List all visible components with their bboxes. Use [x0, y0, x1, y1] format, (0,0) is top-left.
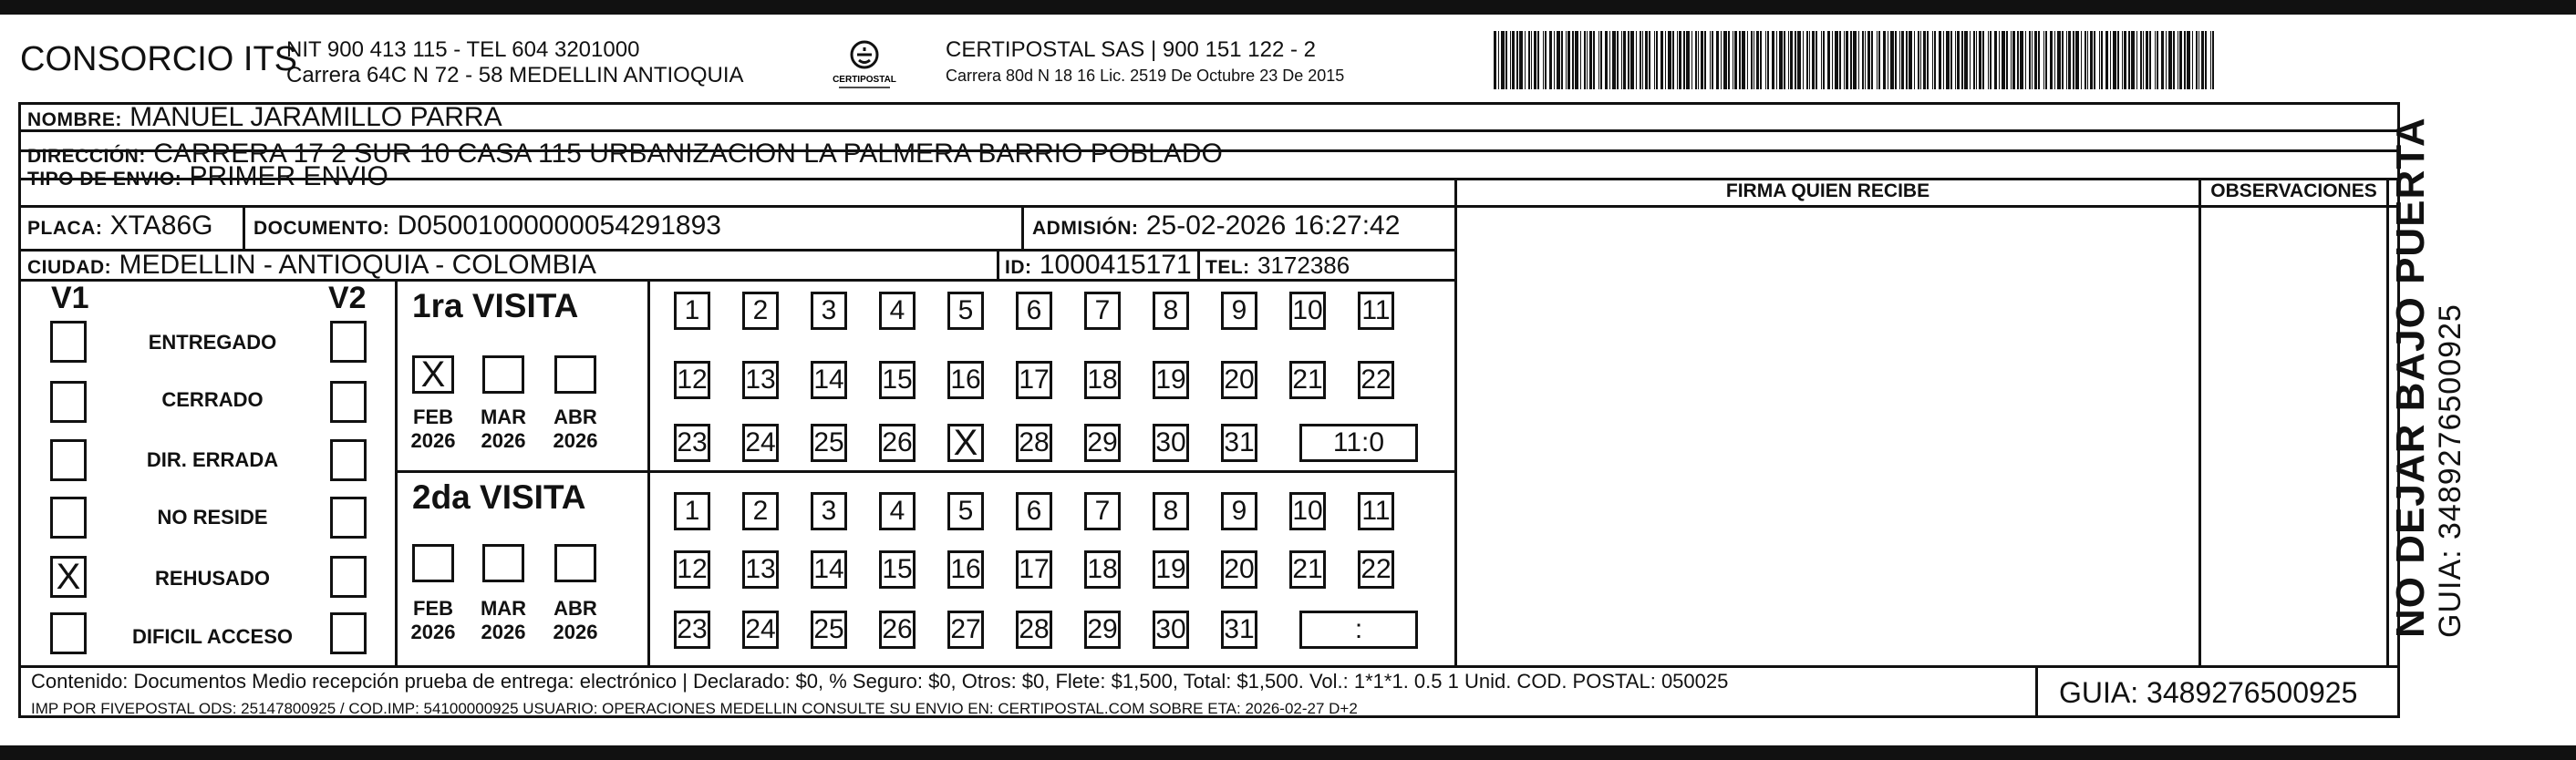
day-box[interactable]: 20 [1221, 550, 1257, 589]
day-box[interactable]: 15 [879, 550, 916, 589]
id-value: 1000415171 [1039, 250, 1192, 280]
day-box[interactable]: 4 [879, 292, 916, 330]
v2-header: V2 [328, 281, 367, 315]
v1-checkbox[interactable] [50, 439, 87, 481]
v2-checkbox[interactable] [330, 612, 367, 654]
side-text [2389, 117, 2467, 638]
day-box[interactable]: 27 [947, 611, 984, 649]
day-box[interactable]: 8 [1153, 492, 1189, 530]
v2-checkbox[interactable] [330, 497, 367, 539]
day-box[interactable]: 20 [1221, 361, 1257, 399]
day-box[interactable]: 26 [879, 424, 916, 462]
day-box[interactable]: 11 [1358, 492, 1394, 530]
admision-label: ADMISIÓN: [1032, 218, 1139, 239]
day-box[interactable]: 5 [947, 292, 984, 330]
day-box[interactable]: 31 [1221, 424, 1257, 462]
day-box[interactable]: 22 [1358, 361, 1394, 399]
v1-checkbox[interactable] [50, 321, 87, 363]
day-box[interactable]: 6 [1016, 292, 1052, 330]
status-label: REHUSADO [155, 567, 270, 590]
footer-guia: GUIA: 3489276500925 [2059, 676, 2358, 709]
day-box[interactable]: 11 [1358, 292, 1394, 330]
day-box[interactable]: 23 [674, 611, 710, 649]
v2-checkbox[interactable] [330, 556, 367, 598]
certipostal-sub: Carrera 80d N 18 16 Lic. 2519 De Octubre 23 De 2015 [946, 67, 1345, 85]
day-box[interactable]: 26 [879, 611, 916, 649]
month-year: 2026 [553, 429, 598, 452]
id-row [1005, 251, 1192, 282]
day-box[interactable]: 13 [742, 550, 779, 589]
day-box[interactable]: 25 [811, 611, 847, 649]
documento-label: DOCUMENTO: [253, 218, 390, 239]
day-box[interactable]: 29 [1084, 424, 1121, 462]
company-info [286, 37, 744, 88]
day-box[interactable]: 25 [811, 424, 847, 462]
month-label [546, 406, 605, 453]
nit-line: NIT 900 413 115 - TEL 604 3201000 [286, 37, 640, 62]
month-name: MAR [480, 597, 527, 620]
month-name: MAR [480, 406, 527, 428]
v1-header: V1 [51, 281, 89, 315]
day-box[interactable]: 16 [947, 361, 984, 399]
day-box[interactable]: 23 [674, 424, 710, 462]
visit-title: 2da VISITA [412, 478, 586, 516]
day-box[interactable]: 8 [1153, 292, 1189, 330]
day-box[interactable]: 30 [1153, 611, 1189, 649]
day-box[interactable]: 9 [1221, 292, 1257, 330]
certipostal-line: CERTIPOSTAL SAS | 900 151 122 - 2 [946, 37, 1316, 62]
v1-checkbox[interactable] [50, 497, 87, 539]
day-box[interactable]: 9 [1221, 492, 1257, 530]
day-box[interactable]: 24 [742, 611, 779, 649]
side-guia: GUIA: 3489276500925 [2433, 303, 2467, 638]
day-box[interactable]: 19 [1153, 550, 1189, 589]
month-checkbox[interactable] [482, 355, 524, 394]
month-year: 2026 [481, 621, 526, 643]
month-checkbox[interactable]: X [412, 355, 454, 394]
month-label [546, 597, 605, 644]
tipo-label: TIPO DE ENVIO: [27, 169, 182, 190]
day-box[interactable]: 29 [1084, 611, 1121, 649]
day-box[interactable]: 31 [1221, 611, 1257, 649]
status-label: DIR. ERRADA [146, 448, 279, 471]
id-label: ID: [1005, 257, 1032, 278]
company-name: CONSORCIO ITS [20, 40, 298, 78]
logo-text: CERTIPOSTAL [833, 75, 896, 85]
month-label [474, 406, 533, 453]
month-label [404, 597, 462, 644]
tel-value: 3172386 [1257, 252, 1350, 279]
time-box[interactable]: : [1299, 611, 1418, 649]
certipostal-info [946, 37, 1344, 88]
day-box[interactable]: 7 [1084, 292, 1121, 330]
ciudad-value: MEDELLIN - ANTIOQUIA - COLOMBIA [119, 250, 596, 280]
nombre-row [27, 103, 502, 135]
month-name: ABR [553, 597, 597, 620]
day-box[interactable]: 10 [1289, 292, 1326, 330]
day-box[interactable]: 28 [1016, 611, 1052, 649]
day-box[interactable]: 14 [811, 550, 847, 589]
documento-row [253, 211, 721, 243]
day-box[interactable]: 28 [1016, 424, 1052, 462]
day-box[interactable]: 22 [1358, 550, 1394, 589]
direccion-value: CARRERA 17 2 SUR 10 CASA 115 URBANIZACION LA PALMERA BARRIO POBLADO [153, 139, 1223, 169]
placa-label: PLACA: [27, 218, 103, 239]
day-box[interactable]: 14 [811, 361, 847, 399]
placa-value: XTA86G [109, 211, 213, 241]
month-year: 2026 [410, 621, 456, 643]
day-box-marked[interactable] [947, 424, 984, 462]
day-box[interactable]: 10 [1289, 492, 1326, 530]
status-label: ENTREGADO [148, 331, 277, 354]
day-box[interactable]: 15 [879, 361, 916, 399]
bottom-band [0, 745, 2576, 760]
placa-row [27, 211, 213, 243]
month-name: FEB [413, 406, 453, 428]
observaciones-header: OBSERVACIONES [2210, 180, 2377, 201]
month-checkbox[interactable] [554, 544, 596, 582]
day-box[interactable]: 17 [1016, 361, 1052, 399]
month-label [404, 406, 462, 453]
day-box[interactable]: 17 [1016, 550, 1052, 589]
ciudad-row [27, 251, 596, 282]
visit-title: 1ra VISITA [412, 287, 579, 324]
certipostal-logo [830, 35, 899, 95]
admision-value: 25-02-2026 16:27:42 [1145, 211, 1401, 241]
admision-row [1032, 211, 1400, 243]
no-dejar-notice: NO DEJAR BAJO PUERTA [2388, 117, 2433, 638]
tel-row [1205, 251, 1350, 282]
contenido-text: Contenido: Documentos Medio recepción prueba de entrega: electrónico | Declarado: $0, % Seguro: $0, Otros: $0, Flete: $1,500, Total: $1,500. Vol.: 1*1*1. 0.5 1 Unid. COD. POSTAL: 050025 [31, 670, 1729, 693]
month-checkbox[interactable] [482, 544, 524, 582]
month-name: FEB [413, 597, 453, 620]
status-label: CERRADO [161, 388, 264, 411]
barcode [1494, 31, 2219, 89]
day-box[interactable]: 21 [1289, 550, 1326, 589]
day-box[interactable]: 7 [1084, 492, 1121, 530]
day-box[interactable]: 13 [742, 361, 779, 399]
day-box[interactable]: 21 [1289, 361, 1326, 399]
day-box[interactable]: 1 [674, 292, 710, 330]
status-label: NO RESIDE [157, 506, 268, 529]
day-box[interactable]: 1 [674, 492, 710, 530]
day-box[interactable]: 12 [674, 361, 710, 399]
day-box[interactable]: 4 [879, 492, 916, 530]
day-box[interactable]: 24 [742, 424, 779, 462]
tipo-row [27, 162, 388, 194]
nombre-value: MANUEL JARAMILLO PARRA [129, 102, 502, 132]
day-box[interactable]: 16 [947, 550, 984, 589]
documento-value: D05001000000054291893 [397, 211, 721, 241]
month-year: 2026 [553, 621, 598, 643]
month-year: 2026 [481, 429, 526, 452]
ciudad-label: CIUDAD: [27, 257, 112, 278]
address-line: Carrera 64C N 72 - 58 MEDELLIN ANTIOQUIA [286, 63, 744, 87]
v1-checkbox[interactable] [50, 381, 87, 423]
day-box[interactable]: 2 [742, 292, 779, 330]
month-label [474, 597, 533, 644]
v2-checkbox[interactable] [330, 321, 367, 363]
time-box[interactable]: 11:0 [1299, 424, 1418, 462]
nombre-label: NOMBRE: [27, 109, 122, 130]
day-box[interactable]: 2 [742, 492, 779, 530]
imp-text: IMP POR FIVEPOSTAL ODS: 25147800925 / COD.IMP: 54100000925 USUARIO: OPERACIONES MEDELLIN CONSULTE SU ENVIO EN: CERTIPOSTAL.COM SOBRE ETA: 2026-02-27 D+2 [31, 700, 1358, 717]
firma-header: FIRMA QUIEN RECIBE [1725, 180, 1930, 201]
day-mark: X [953, 423, 978, 463]
day-box[interactable]: 3 [811, 292, 847, 330]
day-box[interactable]: 6 [1016, 492, 1052, 530]
status-label: DIFICIL ACCESO [131, 625, 293, 648]
v2-checkbox[interactable] [330, 381, 367, 423]
day-box[interactable]: 18 [1084, 550, 1121, 589]
v1-checkbox[interactable]: X [50, 556, 87, 598]
day-box[interactable]: 19 [1153, 361, 1189, 399]
day-box[interactable]: 30 [1153, 424, 1189, 462]
v2-checkbox[interactable] [330, 439, 367, 481]
month-checkbox[interactable] [412, 544, 454, 582]
direccion-label: DIRECCIÓN: [27, 146, 146, 167]
top-band [0, 0, 2576, 15]
month-name: ABR [553, 406, 597, 428]
tel-label: TEL: [1205, 257, 1250, 278]
day-box[interactable]: 18 [1084, 361, 1121, 399]
v1-checkbox[interactable] [50, 612, 87, 654]
tipo-value: PRIMER ENVIO [189, 161, 388, 191]
month-checkbox[interactable] [554, 355, 596, 394]
day-box[interactable]: 3 [811, 492, 847, 530]
month-year: 2026 [410, 429, 456, 452]
day-box[interactable]: 5 [947, 492, 984, 530]
day-box[interactable]: 12 [674, 550, 710, 589]
